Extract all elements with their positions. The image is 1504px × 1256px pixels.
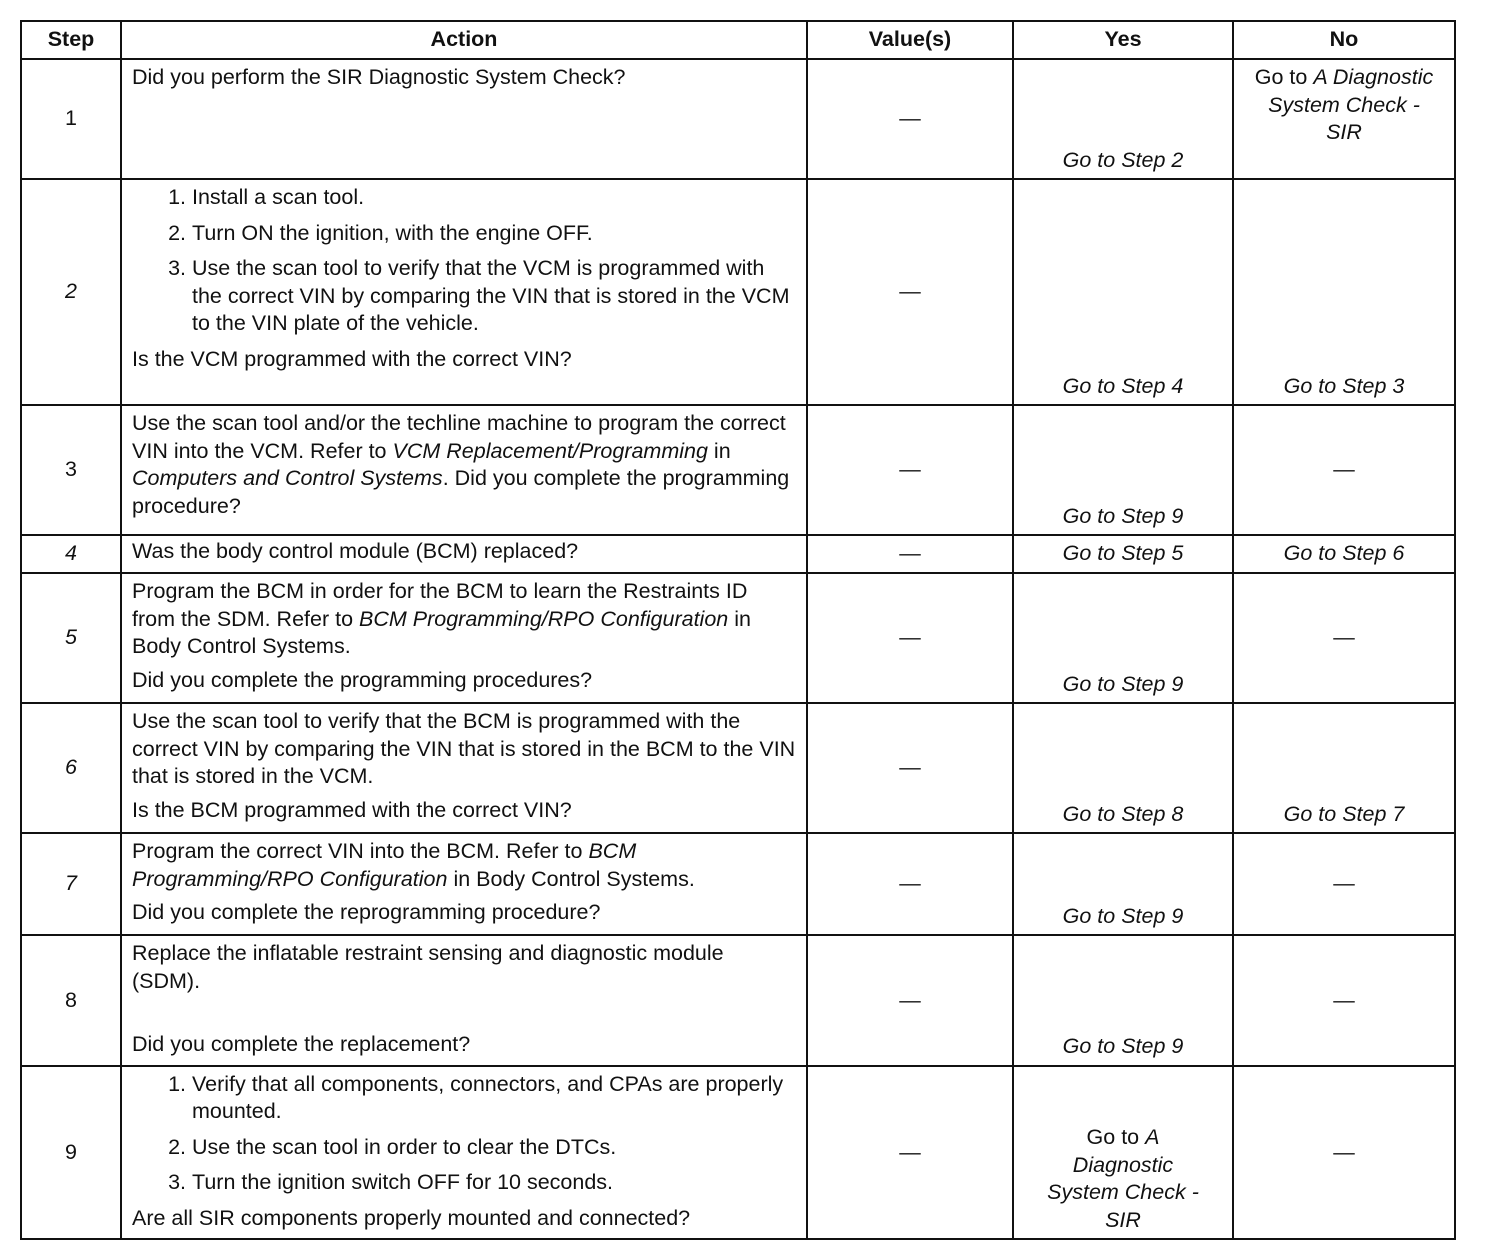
action-text: Program the BCM in order for the BCM to learn the Restraints ID from the SDM. Refer to bbox=[132, 579, 748, 631]
action-text: . Did you complete the programming procedure? bbox=[132, 466, 790, 518]
action-question: Are all SIR components properly mounted and connected? bbox=[132, 1205, 691, 1230]
action-cell bbox=[121, 935, 807, 1066]
header-step: Step bbox=[21, 21, 121, 59]
action-steps bbox=[132, 1071, 796, 1197]
yes-link[interactable]: Go to Step 9 bbox=[1013, 573, 1233, 703]
action-text: in Body Control Systems. bbox=[132, 606, 751, 658]
action-text: in bbox=[707, 438, 731, 463]
action-text: in Body Control Systems. bbox=[447, 866, 695, 891]
value-cell: — bbox=[807, 1066, 1013, 1240]
list-item: 1. Install a scan tool. bbox=[192, 184, 796, 212]
step-number: 7 bbox=[21, 833, 121, 935]
table-row bbox=[21, 535, 1455, 573]
header-action: Action bbox=[121, 21, 807, 59]
step-number: 3 bbox=[21, 405, 121, 535]
no-cell bbox=[1233, 59, 1455, 179]
action-question: Is the BCM programmed with the correct VIN? bbox=[132, 797, 572, 822]
step-number: 4 bbox=[21, 535, 121, 573]
table-row bbox=[21, 179, 1455, 405]
action-cell bbox=[121, 179, 807, 405]
action-question: Is the VCM programmed with the correct VIN? bbox=[132, 346, 572, 371]
action-instruction bbox=[132, 578, 796, 661]
table-row bbox=[21, 703, 1455, 833]
yes-link[interactable]: Go to Step 9 bbox=[1013, 833, 1233, 935]
no-cell: — bbox=[1233, 573, 1455, 703]
action-question: Did you perform the SIR Diagnostic System Check? bbox=[132, 65, 626, 89]
reference-link[interactable]: BCM Programming/RPO Configuration bbox=[359, 606, 729, 631]
step-number: 9 bbox=[21, 1066, 121, 1240]
list-item: 3. Turn the ignition switch OFF for 10 seconds. bbox=[192, 1169, 796, 1197]
list-item: 1. Verify that all components, connectors, and CPAs are properly mounted. bbox=[192, 1071, 796, 1126]
yes-link[interactable]: Go to Step 9 bbox=[1013, 935, 1233, 1066]
action-steps bbox=[132, 184, 796, 338]
table-row bbox=[21, 59, 1455, 179]
table-row bbox=[21, 1066, 1455, 1240]
value-cell: — bbox=[807, 573, 1013, 703]
no-link[interactable]: Go to Step 3 bbox=[1233, 179, 1455, 405]
reference-link[interactable]: BCM Programming/RPO Configuration bbox=[132, 839, 637, 891]
action-cell bbox=[121, 1066, 807, 1240]
action-question: Did you complete the reprogramming procedure? bbox=[132, 900, 601, 924]
step-number: 8 bbox=[21, 935, 121, 1066]
yes-link[interactable]: Go to Step 4 bbox=[1013, 179, 1233, 405]
value-cell: — bbox=[807, 179, 1013, 405]
value-cell: — bbox=[807, 703, 1013, 833]
no-link[interactable]: Go to Step 7 bbox=[1233, 703, 1455, 833]
table-row bbox=[21, 405, 1455, 535]
value-cell: — bbox=[807, 535, 1013, 573]
no-cell: — bbox=[1233, 1066, 1455, 1240]
action-cell bbox=[121, 59, 807, 179]
action-text: Use the scan tool and/or the techline machine to program the correct VIN into the VCM. Refer to bbox=[132, 411, 786, 463]
value-cell: — bbox=[807, 405, 1013, 535]
header-no: No bbox=[1233, 21, 1455, 59]
action-cell bbox=[121, 703, 807, 833]
action-cell bbox=[121, 535, 807, 573]
no-cell: — bbox=[1233, 833, 1455, 935]
yes-prefix: Go to bbox=[1086, 1125, 1146, 1149]
action-instruction: Replace the inflatable restraint sensing and diagnostic module (SDM). bbox=[132, 941, 724, 993]
action-cell bbox=[121, 833, 807, 935]
yes-cell bbox=[1013, 1066, 1233, 1240]
yes-link[interactable]: Go to Step 9 bbox=[1013, 405, 1233, 535]
value-cell: — bbox=[807, 59, 1013, 179]
no-cell: — bbox=[1233, 935, 1455, 1066]
action-question: Was the body control module (BCM) replaced? bbox=[132, 539, 579, 563]
diagnostic-table bbox=[20, 20, 1456, 1240]
value-cell: — bbox=[807, 935, 1013, 1066]
action-question: Did you complete the replacement? bbox=[132, 1032, 471, 1056]
action-cell bbox=[121, 405, 807, 535]
step-number: 1 bbox=[21, 59, 121, 179]
no-link[interactable]: Go to Step 6 bbox=[1233, 535, 1455, 573]
no-cell: — bbox=[1233, 405, 1455, 535]
list-item: 2. Use the scan tool in order to clear the DTCs. bbox=[192, 1134, 796, 1162]
table-row bbox=[21, 833, 1455, 935]
reference-link[interactable]: Computers and Control Systems bbox=[132, 466, 443, 490]
table-row bbox=[21, 935, 1455, 1066]
header-values: Value(s) bbox=[807, 21, 1013, 59]
table-row bbox=[21, 573, 1455, 703]
step-number: 6 bbox=[21, 703, 121, 833]
no-link[interactable]: A Diagnostic System Check - SIR bbox=[1268, 65, 1434, 144]
reference-link[interactable]: VCM Replacement/Programming bbox=[392, 438, 708, 463]
list-item: 3. Use the scan tool to verify that the VCM is programmed with the correct VIN by comparing the VIN that is stored in the VCM to the VIN plate of the vehicle. bbox=[192, 255, 796, 338]
header-row bbox=[21, 21, 1455, 59]
yes-link[interactable]: A Diagnostic System Check - SIR bbox=[1047, 1125, 1199, 1232]
action-text: Program the correct VIN into the BCM. Refer to bbox=[132, 839, 589, 863]
action-instruction: Use the scan tool to verify that the BCM is programmed with the correct VIN by comparing the VIN that is stored in the BCM to the VIN that is stored in the VCM. bbox=[132, 709, 796, 788]
header-yes: Yes bbox=[1013, 21, 1233, 59]
no-prefix: Go to bbox=[1254, 65, 1314, 89]
action-cell bbox=[121, 573, 807, 703]
step-number: 2 bbox=[21, 179, 121, 405]
yes-link[interactable]: Go to Step 8 bbox=[1013, 703, 1233, 833]
list-item: 2. Turn ON the ignition, with the engine OFF. bbox=[192, 220, 796, 248]
step-number: 5 bbox=[21, 573, 121, 703]
value-cell: — bbox=[807, 833, 1013, 935]
action-question: Did you complete the programming procedures? bbox=[132, 667, 593, 692]
yes-link[interactable]: Go to Step 2 bbox=[1013, 59, 1233, 179]
yes-link[interactable]: Go to Step 5 bbox=[1013, 535, 1233, 573]
action-instruction bbox=[132, 838, 796, 893]
